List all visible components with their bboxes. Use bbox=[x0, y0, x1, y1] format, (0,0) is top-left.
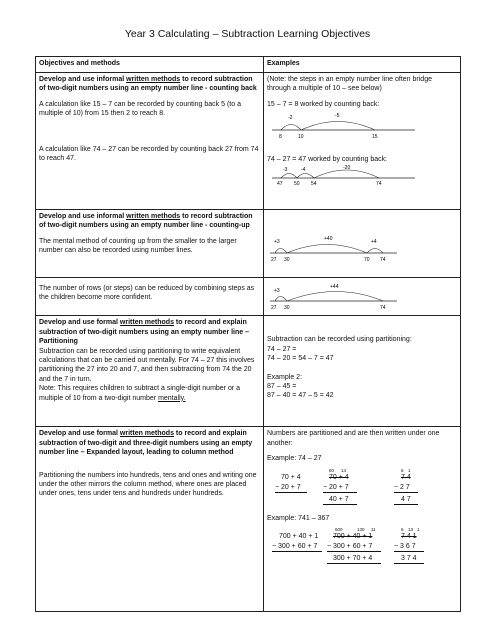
tick-label: 74 bbox=[380, 305, 386, 310]
calc-line: 700 + 40 + 1 bbox=[279, 533, 319, 541]
heading-text: to record subtraction of two-digit numbers using an empty number line - counting back bbox=[39, 76, 257, 93]
objective-cell bbox=[36, 427, 264, 612]
heading-text: Develop and use informal bbox=[39, 213, 127, 220]
objective-heading bbox=[39, 75, 260, 94]
calc-line: 70 + 4 bbox=[281, 473, 301, 481]
example-cell bbox=[264, 427, 461, 612]
table-header-row bbox=[36, 57, 461, 73]
calc-741-minus-367 bbox=[267, 523, 457, 567]
heading-text: Develop and use formal bbox=[39, 319, 120, 327]
example-text: 74 – 27 = 47 worked by counting back: bbox=[267, 155, 388, 163]
table-row bbox=[36, 278, 461, 316]
regroup-digit: 6 bbox=[401, 467, 404, 473]
example-line: 74 – 20 = 54 – 7 = 47 bbox=[267, 355, 334, 363]
example-line: 87 – 45 = bbox=[267, 383, 297, 391]
note-body: Note: This requires children to subtract a single-digit number or a multiple of 10 from a two-digit number bbox=[39, 385, 241, 402]
heading-link: written methods bbox=[126, 76, 181, 83]
regroup-digit: 60 bbox=[329, 467, 335, 473]
note-text bbox=[39, 384, 260, 403]
tick-label: 27 bbox=[271, 257, 277, 263]
header-objectives: Objectives and methods bbox=[36, 57, 264, 73]
calc-line: − 20 + 7 bbox=[275, 483, 301, 491]
calc-result: 300 + 70 + 4 bbox=[333, 555, 373, 563]
calc-line: − 300 + 60 + 7 bbox=[327, 543, 373, 551]
regroup-digit: 1 bbox=[408, 467, 411, 473]
example-cell bbox=[264, 278, 461, 316]
example-title: Example 2: bbox=[267, 373, 303, 381]
calc-result: 3 7 4 bbox=[401, 555, 417, 563]
note-link: mentally. bbox=[158, 394, 186, 402]
heading-link: written methods bbox=[119, 319, 174, 327]
objective-cell bbox=[36, 210, 264, 278]
heading-link: written methods bbox=[119, 430, 174, 438]
tick-label: 30 bbox=[284, 257, 290, 263]
objective-heading bbox=[39, 212, 260, 231]
regroup-digit: 14 bbox=[341, 467, 347, 473]
tick-label: 47 bbox=[277, 181, 283, 187]
example-cell bbox=[264, 210, 461, 278]
tick-label: 8 bbox=[279, 134, 282, 140]
calc-result: 40 + 7 bbox=[329, 495, 349, 503]
objectives-table bbox=[35, 56, 461, 612]
objective-heading bbox=[39, 318, 260, 346]
table-row bbox=[36, 316, 461, 427]
method-text: The number of rows (or steps) can be reduced by combining steps as the children become more confident. bbox=[39, 285, 255, 302]
objective-heading bbox=[39, 429, 260, 457]
method-text: A calculation like 15 – 7 can be recorded by counting back 5 (to a multiple of 10) from 15 then 2 to reach 8. bbox=[39, 100, 241, 118]
regroup-digit: 600 bbox=[335, 527, 343, 533]
calc-line: 7 4 bbox=[401, 473, 411, 481]
intro-text: Numbers are partitioned and are then written under one another: bbox=[267, 430, 440, 447]
objective-cell bbox=[36, 278, 264, 316]
tick-label: 70 bbox=[364, 257, 370, 263]
heading-text: to record subtraction of two-digit numbers using an empty number line - counting-up bbox=[39, 213, 253, 230]
method-text: The mental method of counting up from the smaller to the larger number can also be recorded using number lines. bbox=[39, 237, 237, 255]
regroup-digit: 13 bbox=[408, 527, 414, 533]
number-line-15-minus-7 bbox=[267, 109, 417, 139]
heading-link: written methods bbox=[126, 213, 181, 220]
example-label: Example: 741 – 367 bbox=[267, 514, 330, 522]
jump-label: -2 bbox=[288, 115, 293, 122]
example-cell bbox=[264, 73, 461, 210]
method-text: Subtraction can be recorded using partitioning to write equivalent calculations that can be carried out mentally. For 74 – 27 this involves partitioning the 27 into 20 and 7, and then subtracting from 74 the 20 and the 7 in turn. bbox=[39, 347, 255, 383]
calc-line: − 3 6 7 bbox=[394, 543, 416, 551]
example-line: 74 – 27 = bbox=[267, 345, 297, 353]
jump-label: +3 bbox=[274, 288, 280, 294]
example-line: 87 – 40 = 47 – 5 = 42 bbox=[267, 392, 334, 400]
calc-line: 7 4 1 bbox=[401, 533, 417, 541]
jump-label: -20 bbox=[343, 165, 351, 172]
header-examples: Examples bbox=[264, 57, 461, 73]
calc-result: 4 7 bbox=[401, 495, 411, 503]
calc-line: 70 + 4 bbox=[329, 473, 349, 481]
calc-line: 700 + 40 + 1 bbox=[333, 533, 373, 541]
tick-label: 74 bbox=[380, 257, 386, 263]
page-title: Year 3 Calculating – Subtraction Learning Objectives bbox=[124, 28, 371, 40]
tick-label: 15 bbox=[372, 134, 378, 140]
calc-line: − 300 + 60 + 7 bbox=[272, 543, 318, 551]
jump-label: -5 bbox=[335, 113, 340, 120]
tick-label: 27 bbox=[271, 305, 277, 310]
jump-label: +4 bbox=[371, 239, 377, 245]
jump-label: +3 bbox=[274, 239, 280, 245]
regroup-digit: 6 bbox=[401, 527, 404, 533]
table-row bbox=[36, 210, 461, 278]
tick-label: 54 bbox=[311, 181, 317, 187]
tick-label: 30 bbox=[284, 305, 290, 310]
number-line-counting-up bbox=[267, 234, 417, 264]
tick-label: 10 bbox=[298, 134, 304, 140]
table-row bbox=[36, 427, 461, 612]
jump-label: -3 bbox=[283, 167, 288, 174]
example-cell bbox=[264, 316, 461, 427]
regroup-digit: 130 bbox=[357, 527, 365, 533]
tick-label: 74 bbox=[376, 181, 382, 187]
regroup-digit: 1 bbox=[417, 527, 420, 533]
example-label: Example: 74 – 27 bbox=[267, 455, 322, 463]
regroup-digit: 11 bbox=[371, 527, 376, 533]
heading-text: Develop and use informal bbox=[39, 76, 127, 83]
calc-line: − 20 + 7 bbox=[323, 483, 349, 491]
number-line-74-minus-27 bbox=[267, 164, 417, 186]
calc-line: − 2 7 bbox=[394, 483, 410, 491]
heading-text: Develop and use formal bbox=[39, 430, 120, 438]
table-row bbox=[36, 73, 461, 210]
method-text: A calculation like 74 – 27 can be recorded by counting back 27 from 74 to reach 47. bbox=[39, 145, 259, 163]
heading-text: to record and explain subtraction of two-digit and three-digit numbers using an empty number line – Expanded layout, leading to column method bbox=[39, 430, 253, 457]
method-text: Partitioning the numbers into hundreds, tens and ones and writing one under the other mirrors the column method, where ones are placed under ones, tens under tens and hundreds under hundreds. bbox=[39, 471, 257, 498]
number-line-combined-steps bbox=[267, 280, 417, 310]
jump-label: -4 bbox=[301, 167, 306, 174]
tick-label: 50 bbox=[294, 181, 300, 187]
objective-cell bbox=[36, 316, 264, 427]
jump-label: +40 bbox=[324, 236, 333, 242]
note-text: (Note: the steps in an empty number line often bridge through a multiple of 10 – see below) bbox=[267, 76, 432, 93]
calc-74-minus-27 bbox=[267, 464, 457, 508]
example-text: 15 – 7 = 8 worked by counting back: bbox=[267, 100, 380, 108]
objective-cell bbox=[36, 73, 264, 210]
example-text: Subtraction can be recorded using partitioning: bbox=[267, 336, 412, 344]
jump-label: +44 bbox=[330, 284, 339, 290]
heading-text: to record and explain subtraction of two-digit numbers using an empty number line – Partitioning bbox=[39, 319, 250, 346]
